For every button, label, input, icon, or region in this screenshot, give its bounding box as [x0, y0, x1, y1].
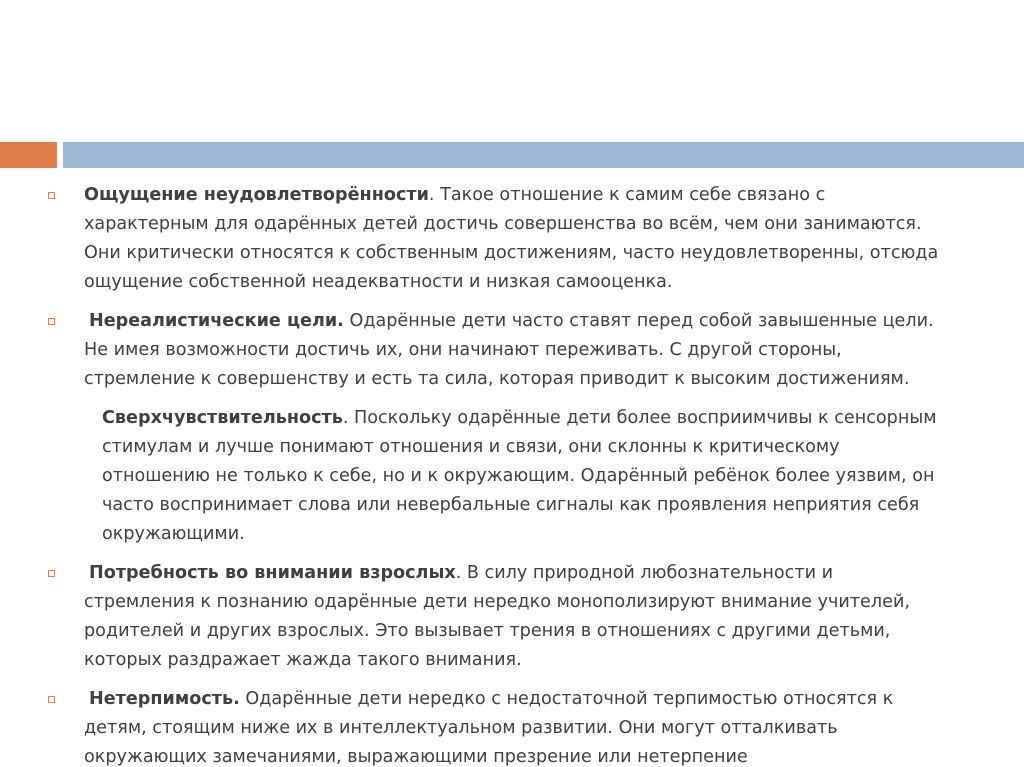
item-term: Нетерпимость.	[89, 689, 240, 709]
item-text: Одарённые дети нередко с недостаточной терпимостью относятся к детям, стоящим ниже их в интеллектуальном развитии. Они могут отталкивать окружающих замечаниями, выражающими презрение или нетерпение	[84, 689, 894, 767]
list-item-unrealistic-goals	[48, 307, 948, 394]
item-text: . Такое отношение к самим себе связано с характерным для одарённых детей достичь совершенства во всём, чем они занимаются. Они критически относятся к собственным достижениям, часто неудовлетворенны, отсюда ощущение собственной неадекватности и низкая самооценка.	[84, 185, 939, 292]
square-bullet-icon	[48, 192, 55, 199]
header-band-blue	[63, 142, 1024, 168]
square-bullet-icon	[48, 696, 55, 703]
bullet-list	[48, 181, 948, 767]
item-text: . В силу природной любознательности и стремления к познанию одарённые дети нередко монополизируют внимание учителей, родителей и других взрослых. Это вызывает трения в отношениях с другими детьми, которых раздражает жажда такого внимания.	[84, 563, 910, 670]
square-bullet-icon	[48, 570, 55, 577]
item-term: Ощущение неудовлетворённости	[84, 185, 429, 205]
square-bullet-icon	[48, 318, 55, 325]
item-text: . Поскольку одарённые дети более восприимчивы к сенсорным стимулам и лучше понимают отношения и связи, они склонны к критическому отношению не только к себе, но и к окружающим. Одарённый ребёнок более уязвим, он часто воспринимает слова или невербальные сигналы как проявления неприятия себя окружающими.	[102, 408, 937, 544]
item-term: Нереалистические цели.	[89, 311, 344, 331]
list-item-dissatisfaction	[48, 181, 948, 297]
list-item-need-for-attention	[48, 559, 948, 675]
item-term: Потребность во внимании взрослых	[89, 563, 456, 583]
item-term: Сверхчувствительность	[102, 408, 343, 428]
header-band-orange	[0, 142, 57, 168]
list-item-intolerance	[48, 685, 948, 767]
list-item-hypersensitivity	[48, 404, 948, 549]
item-text: Одарённые дети часто ставят перед собой завышенные цели. Не имея возможности достичь их, они начинают переживать. С другой стороны, стремление к совершенству и есть та сила, которая приводит к высоким достижениям.	[84, 311, 934, 389]
